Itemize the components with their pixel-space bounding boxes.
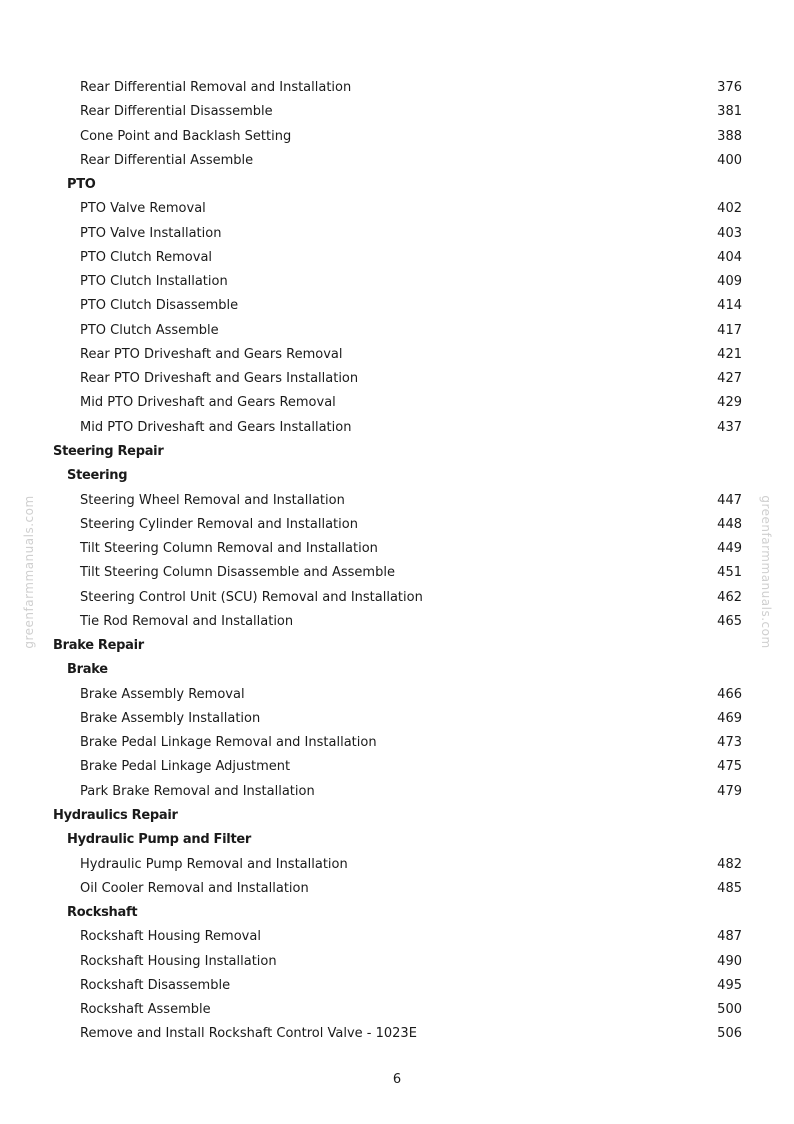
toc-entry-title: Cone Point and Backlash Setting (80, 128, 292, 144)
toc-entry[interactable] (0, 586, 794, 610)
toc-entry[interactable] (0, 853, 794, 877)
toc-entry-title: PTO Clutch Disassemble (80, 298, 239, 314)
toc-entry-title: PTO (67, 177, 96, 193)
toc-entry-title: Steering Control Unit (SCU) Removal and Installation (80, 589, 423, 605)
toc-entry-title: Rear PTO Driveshaft and Gears Removal (80, 346, 343, 362)
toc-entry[interactable] (0, 149, 794, 173)
toc-entry-title: Steering Wheel Removal and Installation (80, 492, 345, 508)
toc-entry-page-number: 447 (717, 492, 742, 508)
toc-entry-title: Remove and Install Rockshaft Control Valve - 1023E (80, 1026, 417, 1042)
toc-entry-title: Rockshaft Housing Removal (80, 929, 261, 945)
watermark-left: greenfarmmanuals.com (22, 495, 36, 649)
toc-entry[interactable] (0, 537, 794, 561)
toc-entry-page-number: 376 (717, 80, 742, 95)
toc-entry[interactable] (0, 925, 794, 949)
toc-entry[interactable] (0, 76, 794, 100)
toc-entry[interactable] (0, 780, 794, 804)
toc-entry-page-number: 388 (717, 128, 742, 144)
toc-entry[interactable] (0, 197, 794, 221)
toc-entry-title: Rockshaft Disassemble (80, 977, 231, 993)
toc-chapter-heading (0, 634, 794, 658)
toc-entry[interactable] (0, 125, 794, 149)
toc-chapter-heading (0, 804, 794, 828)
toc-entry[interactable] (0, 489, 794, 513)
toc-entry[interactable] (0, 755, 794, 779)
toc-entry-title: Rear Differential Assemble (80, 152, 254, 168)
toc-entry-title: Rear Differential Disassemble (80, 104, 273, 120)
toc-entry-title: Steering (67, 468, 128, 484)
toc-entry[interactable] (0, 246, 794, 270)
toc-entry-title: PTO Clutch Installation (80, 274, 228, 290)
toc-entry-title: Brake Repair (53, 638, 144, 654)
toc-entry[interactable] (0, 610, 794, 634)
toc-entry[interactable] (0, 391, 794, 415)
toc-entry-page-number: 429 (717, 395, 742, 411)
toc-entry[interactable] (0, 877, 794, 901)
toc-entry[interactable] (0, 974, 794, 998)
toc-entry-page-number: 421 (717, 346, 742, 362)
toc-entry-page-number: 469 (717, 710, 742, 726)
toc-entry-page-number: 487 (717, 929, 742, 945)
toc-entry-page-number: 500 (717, 1002, 742, 1018)
toc-entry-page-number: 451 (717, 565, 742, 581)
toc-entry-page-number: 449 (717, 541, 742, 557)
toc-entry-page-number: 473 (717, 735, 742, 751)
toc-entry-title: Tie Rod Removal and Installation (80, 613, 294, 629)
toc-entry-page-number: 475 (717, 759, 742, 775)
toc-entry-title: Rear PTO Driveshaft and Gears Installation (80, 371, 359, 387)
toc-entry-page-number: 495 (717, 977, 742, 993)
toc-entry[interactable] (0, 683, 794, 707)
toc-entry-title: Rockshaft Housing Installation (80, 953, 277, 969)
toc-entry-title: Rockshaft Assemble (80, 1002, 211, 1018)
toc-entry-page-number: 427 (717, 371, 742, 387)
toc-entry-title: Rear Differential Removal and Installation (80, 80, 352, 95)
toc-entry-title: Tilt Steering Column Removal and Installation (80, 541, 378, 557)
toc-entry-title: Mid PTO Driveshaft and Gears Installation (80, 419, 352, 435)
toc-section-heading (0, 828, 794, 852)
toc-entry-page-number: 485 (717, 880, 742, 896)
toc-entry-page-number: 402 (717, 201, 742, 217)
toc-entry-page-number: 400 (717, 152, 742, 168)
table-of-contents (0, 76, 794, 1047)
toc-entry-page-number: 404 (717, 249, 742, 265)
toc-entry-title: PTO Clutch Assemble (80, 322, 219, 338)
toc-entry[interactable] (0, 343, 794, 367)
toc-section-heading (0, 901, 794, 925)
toc-entry[interactable] (0, 270, 794, 294)
toc-entry-page-number: 490 (717, 953, 742, 969)
toc-entry[interactable] (0, 319, 794, 343)
toc-entry-title: Oil Cooler Removal and Installation (80, 880, 309, 896)
toc-entry-page-number: 479 (717, 783, 742, 799)
toc-section-heading (0, 464, 794, 488)
toc-entry-page-number: 417 (717, 322, 742, 338)
toc-entry-title: Brake (67, 662, 108, 678)
toc-entry-page-number: 466 (717, 686, 742, 702)
toc-entry-page-number: 414 (717, 298, 742, 314)
toc-entry-title: Hydraulic Pump Removal and Installation (80, 856, 348, 872)
toc-entry[interactable] (0, 1022, 794, 1046)
toc-entry-title: Brake Assembly Removal (80, 686, 245, 702)
toc-entry[interactable] (0, 513, 794, 537)
toc-section-heading (0, 173, 794, 197)
toc-entry-title: Brake Pedal Linkage Removal and Installation (80, 735, 377, 751)
toc-entry[interactable] (0, 998, 794, 1022)
toc-entry-page-number: 403 (717, 225, 742, 241)
page-number: 6 (392, 1072, 402, 1087)
toc-section-heading (0, 658, 794, 682)
toc-entry-title: Hydraulic Pump and Filter (67, 832, 251, 848)
toc-entry-page-number: 462 (717, 589, 742, 605)
toc-entry-title: PTO Clutch Removal (80, 249, 213, 265)
toc-entry-title: Brake Assembly Installation (80, 710, 261, 726)
toc-entry-title: Park Brake Removal and Installation (80, 783, 315, 799)
toc-entry-page-number: 409 (717, 274, 742, 290)
toc-chapter-heading (0, 440, 794, 464)
toc-entry-page-number: 482 (717, 856, 742, 872)
toc-entry-title: Brake Pedal Linkage Adjustment (80, 759, 291, 775)
toc-entry[interactable] (0, 416, 794, 440)
watermark-right: greenfarmmanuals.com (759, 495, 773, 649)
toc-entry-page-number: 437 (717, 419, 742, 435)
toc-entry[interactable] (0, 100, 794, 124)
toc-entry[interactable] (0, 731, 794, 755)
toc-entry-title: Hydraulics Repair (53, 807, 178, 823)
toc-entry-page-number: 465 (717, 613, 742, 629)
toc-entry[interactable] (0, 707, 794, 731)
toc-entry[interactable] (0, 294, 794, 318)
toc-entry-title: PTO Valve Installation (80, 225, 222, 241)
toc-entry-title: Rockshaft (67, 905, 138, 921)
toc-entry-page-number: 506 (717, 1026, 742, 1042)
toc-entry-title: Steering Repair (53, 443, 164, 459)
toc-entry[interactable] (0, 222, 794, 246)
toc-entry-title: PTO Valve Removal (80, 201, 206, 217)
toc-entry-title: Steering Cylinder Removal and Installation (80, 516, 358, 532)
toc-entry-page-number: 381 (717, 104, 742, 120)
toc-entry[interactable] (0, 950, 794, 974)
toc-entry[interactable] (0, 367, 794, 391)
toc-entry-page-number: 448 (717, 516, 742, 532)
toc-entry[interactable] (0, 561, 794, 585)
toc-entry-title: Tilt Steering Column Disassemble and Assemble (80, 565, 395, 581)
toc-entry-title: Mid PTO Driveshaft and Gears Removal (80, 395, 336, 411)
